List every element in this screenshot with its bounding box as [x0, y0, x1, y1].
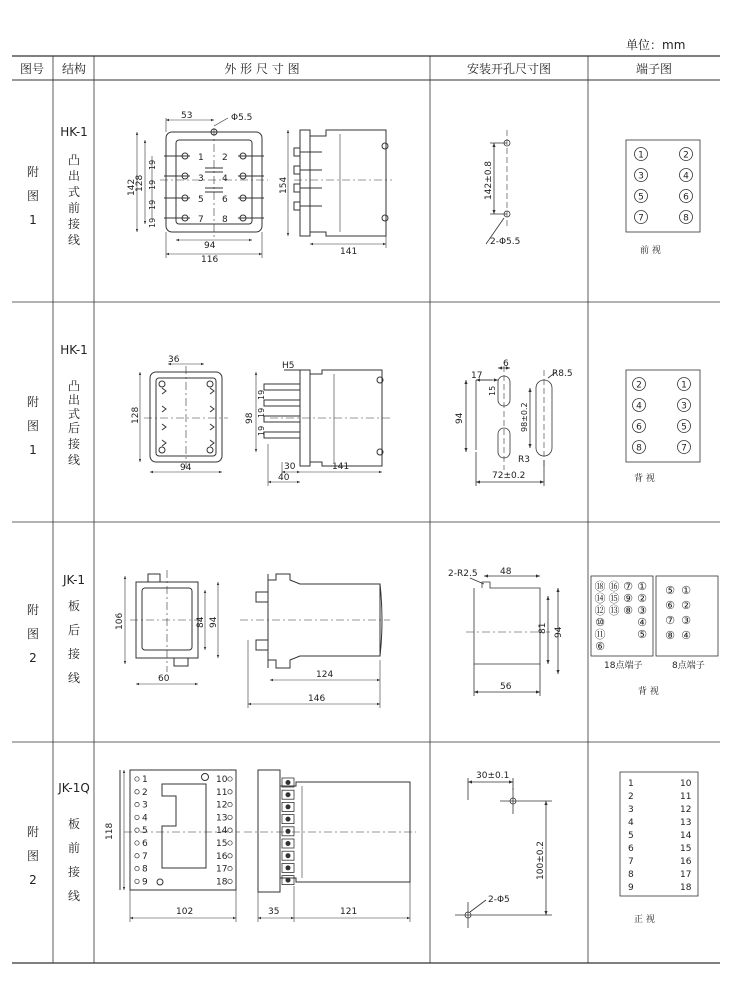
structure-char: 接: [67, 217, 81, 231]
terminal-dot: [135, 777, 139, 781]
terminal-number: 3: [638, 171, 644, 182]
structure-char: 式: [67, 185, 81, 199]
left-terminal-labels: [135, 775, 148, 887]
dimension-label: 141: [332, 462, 350, 472]
row-2: [27, 343, 700, 486]
terminal-glyph: ⑤: [665, 584, 675, 597]
structure-char: 接: [67, 647, 81, 661]
dimension-label: 17: [471, 371, 483, 381]
dimension-label: 19: [148, 199, 157, 210]
dimension-label: 102: [176, 907, 194, 917]
terminal-number: 3: [628, 805, 634, 815]
terminal-number: 7: [198, 215, 204, 225]
terminal-number: 13: [680, 818, 692, 828]
structure-char: 出: [67, 393, 81, 407]
terminal-number: 4: [142, 813, 148, 824]
dimension-label: 19: [257, 389, 266, 400]
structure-char: 后: [67, 421, 81, 435]
structure-char: 线: [67, 453, 81, 467]
dimension-label: 56: [500, 682, 512, 692]
terminal-number: 4: [628, 818, 634, 828]
dimension-label: 19: [257, 407, 266, 418]
dimension-label: 118: [105, 822, 115, 840]
terminal-glyph: ⑦: [623, 580, 633, 593]
terminal-number: 3: [142, 800, 148, 811]
header-outline: 外 形 尺 寸 图: [224, 62, 300, 76]
dimension-label: 94: [180, 463, 192, 473]
dimension-label: 30±0.1: [476, 771, 510, 781]
terminal-number: 8: [683, 213, 689, 224]
view-label: 正 视: [634, 915, 655, 925]
terminal-glyph: ⑫: [594, 604, 606, 617]
terminal-number: 14: [216, 826, 228, 837]
dimension-label: 94: [554, 626, 564, 638]
terminal-number: 9: [628, 883, 634, 893]
terminal-glyph: ②: [637, 592, 647, 605]
terminal-number: 6: [628, 844, 634, 854]
figure-label-num: 1: [29, 213, 37, 227]
terminal-glyph: ⑧: [665, 629, 675, 642]
terminal-dot: [228, 802, 232, 806]
dimension-label: 100±0.2: [536, 840, 546, 880]
stud-screw: [286, 853, 291, 858]
terminal-glyph: ②: [681, 599, 691, 612]
structure-char: 后: [67, 623, 81, 637]
row-1: [27, 111, 700, 265]
dimension-label: 128: [135, 174, 145, 192]
dimension-label: 94: [455, 412, 465, 424]
terminal-studs: [282, 778, 294, 885]
dimension-label: 106: [115, 612, 125, 630]
terminal-number: 7: [681, 443, 687, 454]
dimension-label: 128: [131, 406, 141, 424]
terminal-number: 15: [680, 844, 692, 854]
view-label: 背 视: [634, 474, 655, 484]
stud-screw: [286, 829, 291, 834]
figure-label-num: 1: [29, 443, 37, 457]
terminal-glyph: ⑪: [594, 628, 606, 641]
header-terminal: 端子图: [635, 62, 672, 76]
terminal-dot: [135, 854, 139, 858]
terminal-number: 7: [628, 857, 634, 867]
dimension-label: 124: [316, 670, 334, 680]
terminal-dot: [135, 866, 139, 870]
dimension-label: 48: [500, 567, 512, 577]
figure-label-char: 图: [26, 849, 40, 863]
dimension-label: 30: [284, 462, 296, 472]
terminal-number: 2: [628, 792, 634, 802]
mount-hole-drawing: [466, 576, 558, 696]
model-name: HK-1: [60, 125, 88, 139]
dimension-label: 60: [158, 674, 170, 684]
structure-char: 板: [67, 817, 81, 831]
terminal-dot: [228, 854, 232, 858]
terminal-number: 17: [680, 870, 692, 880]
terminal-dot: [135, 815, 139, 819]
terminal-glyph: ⑩: [595, 616, 605, 629]
terminal-number: 11: [680, 792, 692, 802]
stud-screw: [286, 841, 291, 846]
terminal-glyph: ⑥: [595, 640, 605, 653]
right-terminal-labels: [216, 775, 232, 887]
terminal-dot: [228, 777, 232, 781]
terminal-list-right: [680, 779, 692, 893]
dimension-label: 94: [204, 241, 216, 251]
terminal-number: 10: [680, 779, 692, 789]
terminal-number: 15: [216, 839, 228, 849]
terminal-circles: [633, 378, 691, 454]
dimension-label: R8.5: [552, 369, 573, 379]
terminal-number: 5: [638, 192, 644, 203]
terminal-number: 6: [142, 839, 148, 849]
header-structure: 结构: [61, 62, 86, 76]
dimension-label: 142: [127, 178, 137, 196]
figure-label-num: 2: [29, 651, 37, 665]
terminal-number: 1: [142, 775, 148, 785]
unit-label: 单位：mm: [626, 38, 686, 52]
terminal-number: 16: [680, 857, 692, 867]
terminal-number: 12: [680, 805, 692, 815]
stud-screw: [286, 865, 291, 870]
outline-front-view: [160, 128, 268, 240]
dimension-label: 2-Φ5: [488, 895, 510, 905]
figure-label-char: 附: [26, 825, 40, 839]
terminal-dot: [135, 841, 139, 845]
terminal-number: 1: [681, 380, 687, 391]
terminal-number: 17: [216, 864, 228, 875]
terminal-number: 18: [216, 877, 228, 888]
terminal-dot: [228, 815, 232, 819]
dimension-label: 6: [503, 359, 509, 369]
terminal-dot: [228, 790, 232, 794]
structure-char: 凸: [67, 153, 81, 167]
dimension-label: 146: [308, 694, 326, 704]
terminal-number: 2: [222, 153, 228, 163]
stud-screw: [286, 878, 291, 883]
figure-label-char: 附: [26, 603, 40, 617]
terminal-number: 4: [222, 174, 228, 184]
terminal-glyph: ⑧: [623, 604, 633, 617]
terminal-number: 13: [216, 813, 228, 824]
dimension-label: R3: [518, 455, 530, 465]
terminal-number: 3: [198, 174, 204, 184]
terminal-glyph: ④: [681, 629, 691, 642]
dimension-label: 98: [245, 412, 255, 424]
terminal-number: 7: [638, 213, 644, 224]
row-3: [27, 567, 718, 708]
terminal-number: 8: [222, 215, 228, 225]
terminal-glyph: ①: [681, 584, 691, 597]
dimension-label: 98±0.2: [520, 402, 529, 432]
dimension-label: 142±0.8: [484, 160, 494, 200]
terminal-number: 16: [216, 851, 228, 862]
structure-char: 线: [67, 233, 81, 247]
terminal-glyph: ⑥: [665, 599, 675, 612]
dimension-label: 2-Φ5.5: [490, 237, 521, 247]
terminal-dot: [228, 866, 232, 870]
terminal-glyph: ⑬: [608, 604, 620, 617]
terminal-glyph: ④: [637, 616, 647, 629]
terminal-number: 4: [683, 171, 689, 182]
terminal-dot: [135, 802, 139, 806]
figure-label-char: 图: [26, 627, 40, 641]
outline-side-view: [294, 130, 392, 236]
terminal-glyph: ⑮: [608, 592, 620, 605]
terminal-glyph: ③: [637, 604, 647, 617]
terminal-number: 14: [680, 831, 692, 841]
structure-char: 线: [67, 889, 81, 903]
structure-char: 式: [67, 407, 81, 421]
dimension-label: 2-R2.5: [448, 569, 478, 579]
dimension-label: 35: [268, 907, 280, 917]
terminal-circles: [635, 148, 693, 224]
block-label: 8点端子: [672, 661, 705, 671]
structure-char: 前: [67, 201, 81, 215]
structure-char: 前: [67, 841, 81, 855]
terminal-number: 9: [142, 877, 148, 888]
terminal-glyph: ⑦: [665, 614, 675, 627]
terminal-number: 12: [216, 800, 228, 811]
terminal-dot: [135, 879, 139, 883]
terminal-glyph: ⑯: [608, 580, 620, 593]
figure-label-char: 附: [26, 165, 40, 179]
dimension-label: 19: [148, 159, 157, 170]
stud-screw: [286, 792, 291, 797]
dimension-label: 81: [538, 622, 548, 634]
stud-screw: [286, 780, 291, 785]
terminal-glyph: ⑱: [594, 580, 606, 593]
dimension-label: 116: [201, 255, 219, 265]
terminal-number: 5: [198, 195, 204, 205]
dimension-label: 19: [148, 217, 157, 228]
terminal-number: 8: [142, 864, 148, 875]
terminal-number: 5: [681, 422, 687, 433]
view-label: 背 视: [638, 687, 659, 697]
terminal-dot: [228, 841, 232, 845]
block-label: 18点端子: [604, 661, 643, 671]
dimension-label: 84: [196, 616, 206, 628]
stud-screw: [286, 804, 291, 809]
dimension-label: Φ5.5: [231, 113, 253, 123]
terminal-number: 11: [216, 787, 228, 798]
terminal-number: 18: [680, 883, 692, 893]
terminal-glyph: ⑤: [637, 628, 647, 641]
dimension-label: 72±0.2: [492, 471, 526, 481]
dimension-label: 141: [340, 247, 358, 257]
dimension-label: 36: [168, 355, 180, 365]
dimension-label: 40: [278, 473, 290, 483]
terminal-glyphs-18: [595, 580, 648, 653]
dimension-label: 19: [148, 179, 157, 190]
outline-rear-view: [144, 366, 228, 468]
terminal-number: 1: [198, 153, 204, 163]
terminal-glyph: ①: [637, 580, 647, 593]
terminal-dot: [228, 879, 232, 883]
terminal-number: 6: [636, 422, 642, 433]
structure-char: 板: [67, 599, 81, 613]
terminal-glyph: ⑭: [594, 592, 606, 605]
row-4: [27, 770, 698, 928]
terminal-glyph: ③: [681, 614, 691, 627]
terminal-number: 5: [142, 826, 148, 837]
structure-char: 接: [67, 865, 81, 879]
dimension-label: 15: [488, 385, 497, 396]
model-name: HK-1: [60, 343, 88, 357]
terminal-number: 6: [222, 195, 228, 205]
terminal-dot: [228, 828, 232, 832]
figure-label-num: 2: [29, 873, 37, 887]
terminal-number: 1: [638, 150, 644, 161]
dimension-label: 121: [340, 907, 358, 917]
terminal-number: 2: [683, 150, 689, 161]
terminal-list-left: [628, 779, 634, 893]
dimension-label: 53: [181, 111, 193, 121]
outline-side-view: [244, 770, 416, 892]
view-label: 前 视: [640, 246, 661, 256]
terminal-number: 3: [681, 401, 687, 412]
model-name: JK-1Q: [58, 781, 90, 795]
structure-char: 线: [67, 671, 81, 685]
terminal-number: 2: [142, 787, 148, 798]
terminal-number: 8: [636, 443, 642, 454]
terminal-number: 4: [636, 401, 642, 412]
figure-label-char: 附: [26, 395, 40, 409]
terminal-glyphs-8: [665, 584, 691, 642]
outline-side-view: [264, 370, 390, 466]
dimension-label: 154: [279, 176, 289, 194]
terminal-number: 2: [636, 380, 642, 391]
outline-rear-view: [130, 570, 204, 672]
terminal-number: 8: [628, 870, 634, 880]
terminal-dot: [135, 790, 139, 794]
terminal-block: [626, 140, 700, 232]
terminal-number: 7: [142, 851, 148, 862]
terminal-glyph: ⑨: [623, 592, 633, 605]
stud-screw: [286, 817, 291, 822]
dimension-label: 94: [209, 616, 219, 628]
structure-char: 接: [67, 437, 81, 451]
structure-char: 出: [67, 169, 81, 183]
terminal-number: 1: [628, 779, 634, 789]
header-figure-no: 图号: [19, 62, 44, 76]
terminal-number: 5: [628, 831, 634, 841]
figure-label-char: 图: [26, 419, 40, 433]
terminal-number: 10: [216, 775, 228, 785]
table-grid: [12, 56, 720, 963]
header-mount: 安装开孔尺寸图: [466, 62, 551, 76]
outline-side-view: [240, 574, 390, 668]
dimension-label: 19: [257, 425, 266, 436]
mount-hole-drawing: [466, 366, 556, 486]
model-name: JK-1: [62, 573, 86, 587]
terminal-number: 6: [683, 192, 689, 203]
figure-label-char: 图: [26, 189, 40, 203]
dimension-label: H5: [282, 361, 295, 371]
structure-char: 凸: [67, 379, 81, 393]
